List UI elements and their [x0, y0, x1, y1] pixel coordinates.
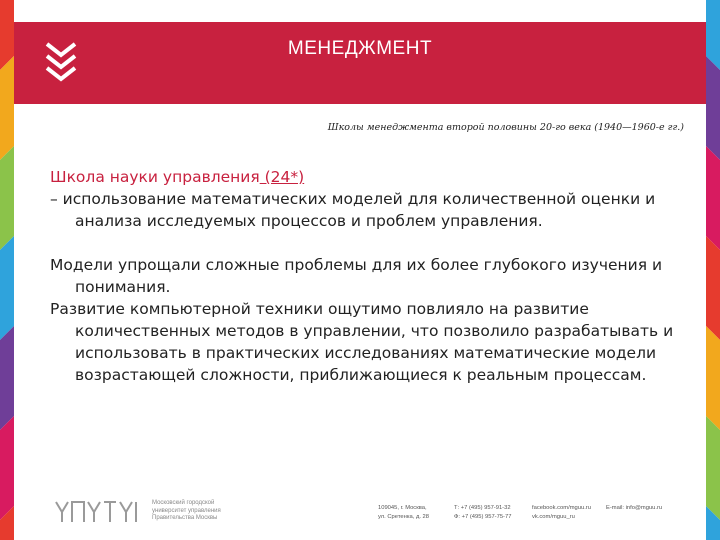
left-color-border — [0, 0, 14, 540]
heading-reference: (24*) — [259, 168, 305, 186]
edge-band — [706, 326, 720, 430]
edge-band — [0, 146, 14, 250]
vk-link[interactable]: vk.com/mguu_ru — [532, 514, 575, 520]
edge-band — [0, 416, 14, 520]
edge-band — [706, 236, 720, 340]
footer — [14, 494, 706, 534]
top-strip — [14, 0, 706, 22]
facebook-link[interactable]: facebook.com/mguu.ru — [532, 505, 591, 511]
footer-email[interactable]: E-mail: info@mguu.ru — [606, 505, 663, 511]
university-name: Московский городской университет управления Правительства Москвы — [152, 500, 221, 521]
edge-band — [706, 146, 720, 250]
footer-social-links[interactable] — [532, 504, 591, 522]
slide-content — [50, 166, 690, 386]
university-logo-icon — [54, 500, 144, 528]
slide — [14, 0, 706, 540]
page-title: МЕНЕДЖМЕНТ — [287, 38, 433, 59]
paragraph-models: Модели упрощали сложные проблемы для их более глубокого изучения и понимания. — [50, 256, 663, 296]
section-heading — [50, 166, 690, 188]
edge-band — [0, 236, 14, 340]
edge-band — [706, 56, 720, 160]
header-banner — [14, 22, 706, 104]
slide-subtitle: Школы менеджмента второй половины 20-го века (1940—1960-е гг.) — [327, 122, 684, 133]
right-color-border — [706, 0, 720, 540]
edge-band — [0, 56, 14, 160]
edge-band — [706, 416, 720, 520]
paragraph-computers: Развитие компьютерной техники ощутимо повлияло на развитие количественных методов в управлении, что позволило разрабатывать и использовать в практических исследованиях математические модели возрастающей сложности, приближающиеся к реальным процессам. — [50, 300, 674, 384]
footer-phones: Т: +7 (495) 957-91-32 Ф: +7 (495) 957-75-77 — [454, 505, 512, 520]
footer-address: 109045, г. Москва, ул. Сретенка, д. 28 — [378, 505, 429, 520]
edge-band — [0, 326, 14, 430]
heading-text: Школа науки управления — [50, 168, 260, 186]
definition-paragraph: – использование математических моделей для количественной оценки и анализа исследуемых процессов и проблем управления. — [50, 190, 656, 230]
